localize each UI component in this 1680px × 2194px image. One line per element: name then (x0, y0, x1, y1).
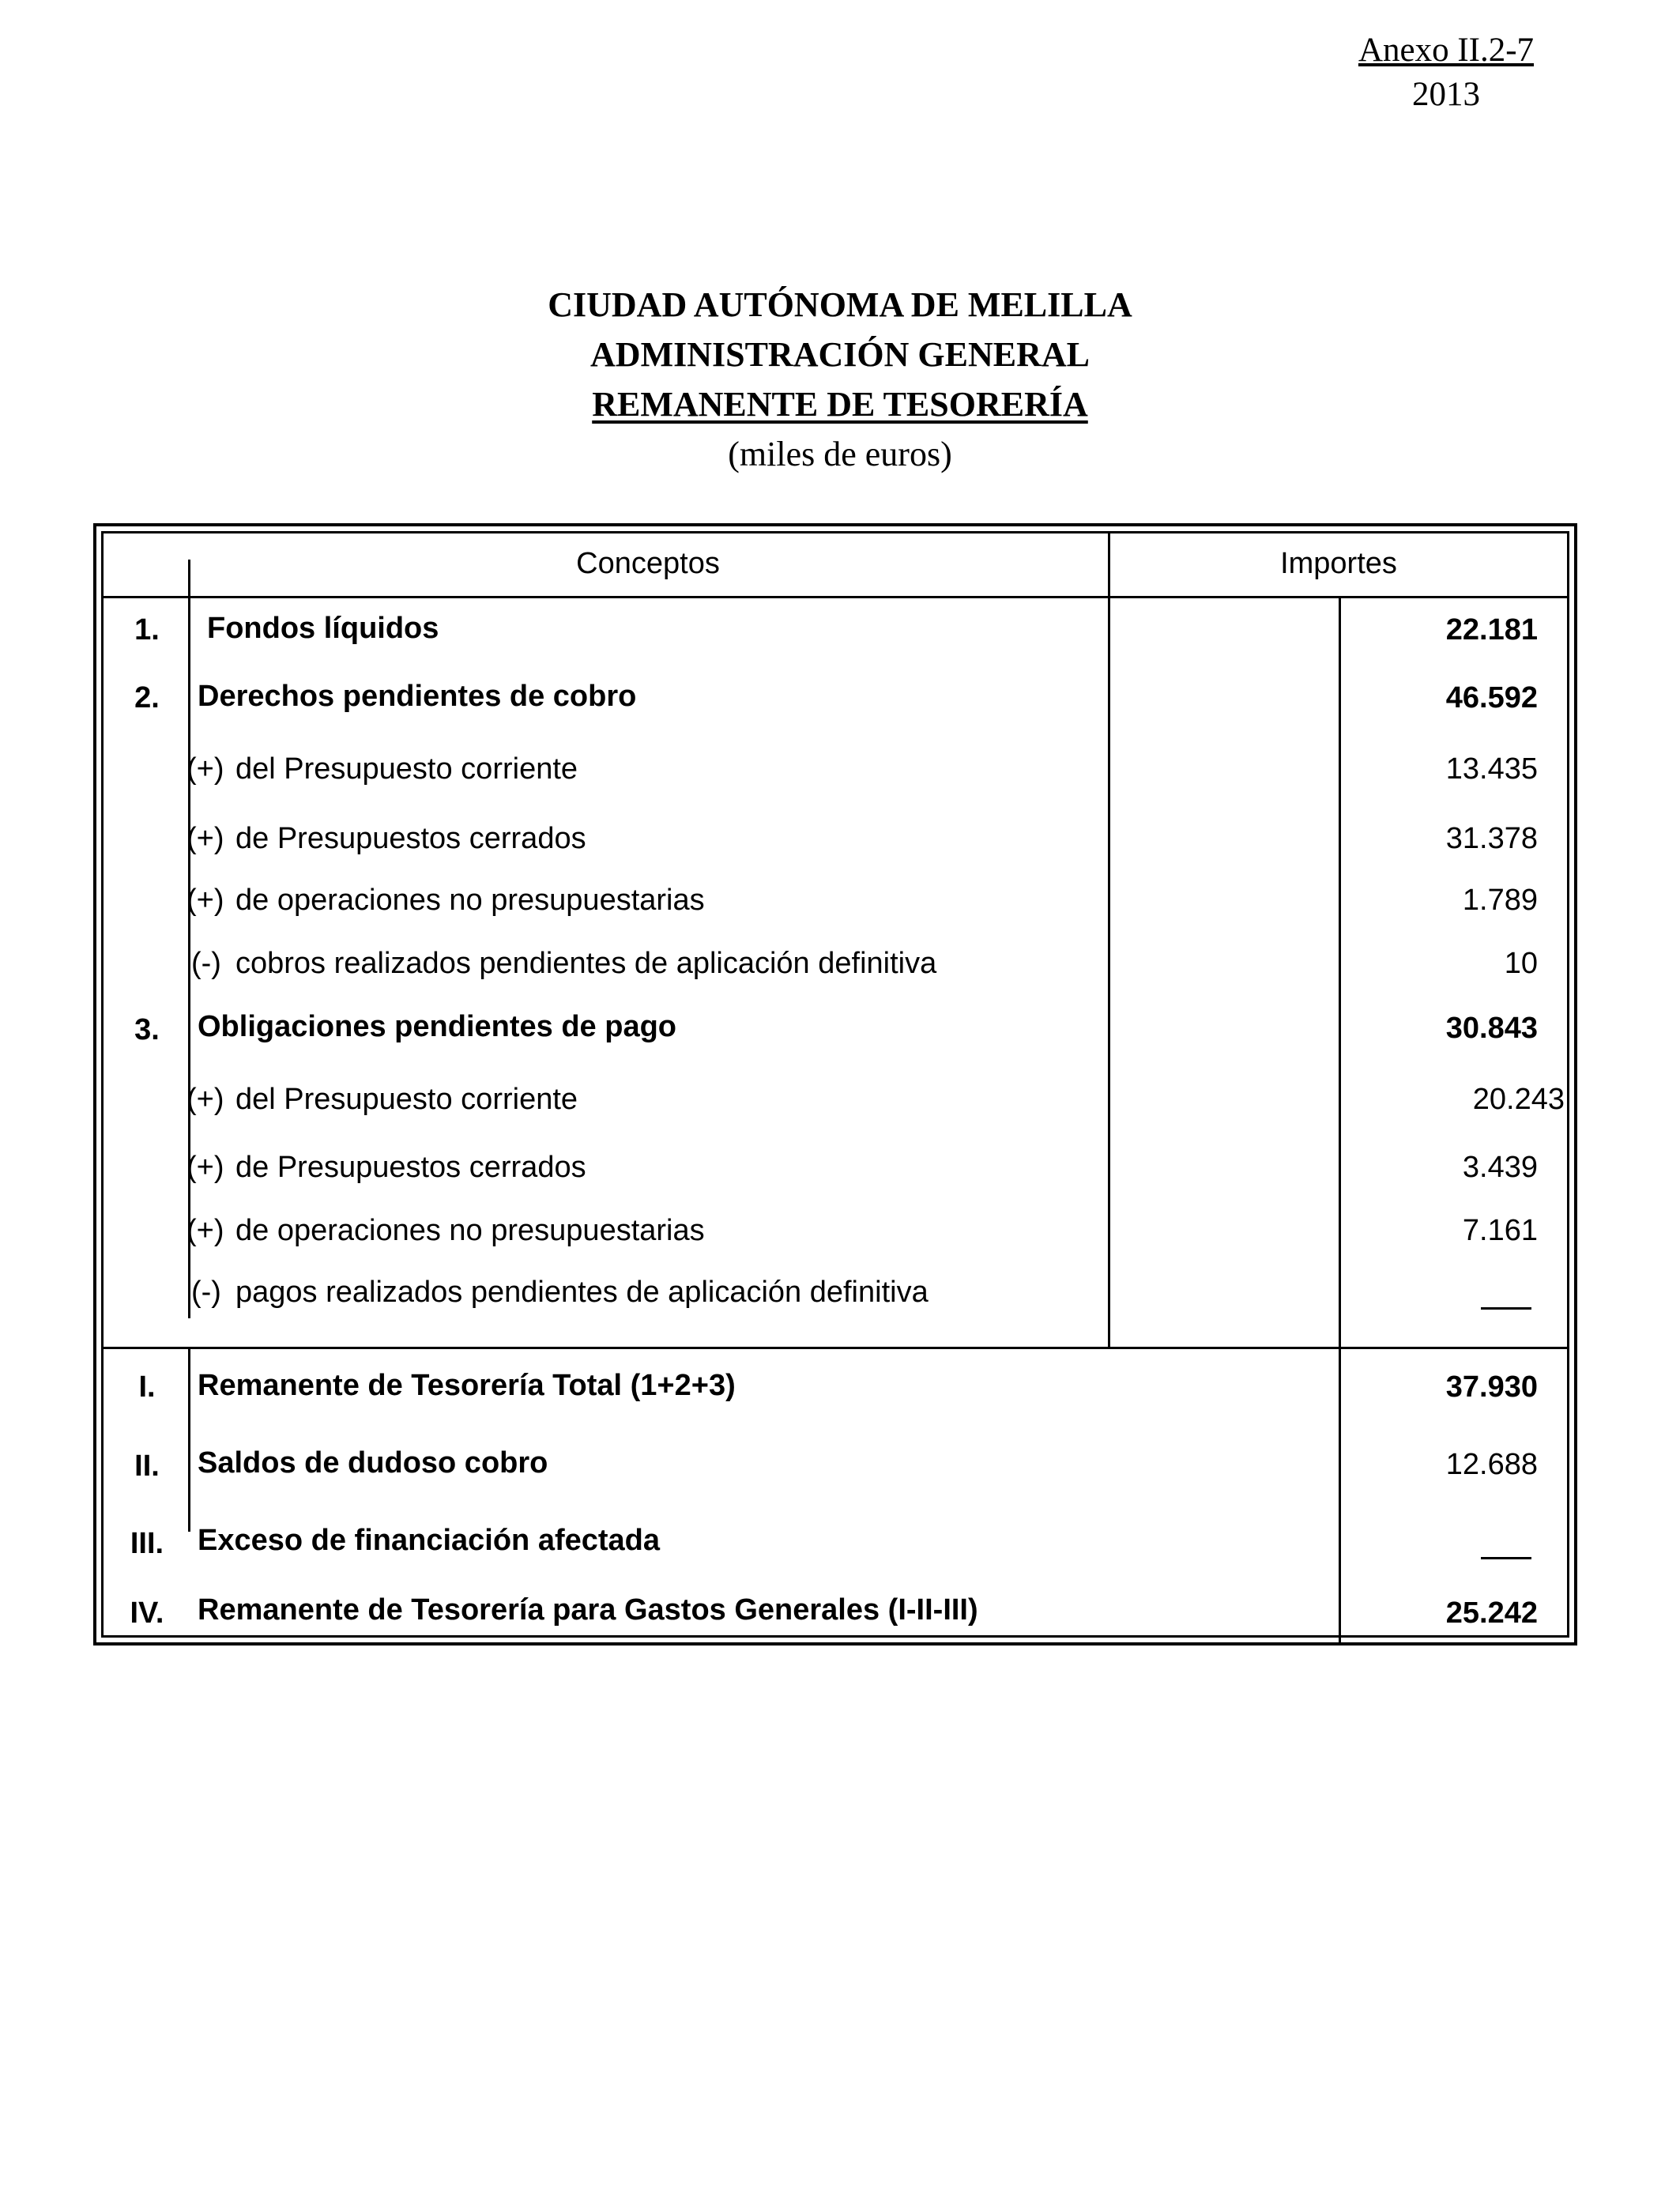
row-value: 3.439 (1462, 1151, 1538, 1184)
empty-value-dash (1481, 1307, 1531, 1310)
row-sign: (+) (186, 822, 224, 855)
header-entity: CIUDAD AUTÓNOMA DE MELILLA (548, 285, 1132, 324)
row-label: Derechos pendientes de cobro (198, 680, 637, 713)
row-label: de Presupuestos cerrados (235, 822, 586, 855)
number-column-divider-top (188, 560, 190, 1318)
row-value: 30.843 (1445, 1012, 1538, 1045)
row-label: del Presupuesto corriente (235, 1083, 578, 1116)
total-label: Exceso de financiación afectada (198, 1524, 661, 1557)
total-label: Remanente de Tesorería Total (1+2+3) (198, 1369, 736, 1402)
row-label: Fondos líquidos (207, 612, 439, 645)
row-value: 7.161 (1462, 1214, 1538, 1247)
row-sign: (+) (186, 1214, 224, 1247)
row-sign: (+) (186, 1151, 224, 1184)
row-value: 22.181 (1445, 613, 1538, 647)
total-label: Saldos de dudoso cobro (198, 1446, 548, 1480)
row-label: de operaciones no presupuestarias (235, 884, 705, 917)
totals-divider (101, 1347, 1569, 1349)
header-title-text: REMANENTE DE TESORERÍA (592, 385, 1088, 424)
row-number: 2. (134, 681, 160, 714)
values-column-divider (1339, 598, 1341, 1646)
row-value: 10 (1504, 947, 1538, 980)
row-value: 20.243 (1472, 1083, 1565, 1116)
row-label: de Presupuestos cerrados (235, 1151, 586, 1184)
row-value: 31.378 (1445, 822, 1538, 855)
column-header-importes: Importes (1280, 547, 1397, 580)
total-label: Remanente de Tesorería para Gastos Generales (I-II-III) (198, 1593, 978, 1627)
total-number: III. (130, 1527, 164, 1560)
row-label: pagos realizados pendientes de aplicación definitiva (235, 1276, 929, 1309)
header-units: (miles de euros) (728, 435, 952, 473)
total-number: II. (134, 1449, 160, 1483)
annex-label: Anexo II.2-7 (1358, 32, 1535, 69)
column-header-conceptos: Conceptos (576, 547, 720, 580)
empty-value-dash (1481, 1557, 1531, 1559)
total-value: 25.242 (1445, 1596, 1538, 1630)
row-sign: (-) (191, 947, 221, 980)
row-sign: (+) (186, 752, 224, 786)
annex-reference (1343, 28, 1549, 117)
row-number: 3. (134, 1013, 160, 1046)
document-header (0, 280, 1680, 479)
row-sign: (+) (186, 884, 224, 917)
row-label: cobros realizados pendientes de aplicación definitiva (235, 947, 937, 980)
row-sign: (+) (186, 1083, 224, 1116)
row-label: de operaciones no presupuestarias (235, 1214, 705, 1247)
annex-year: 2013 (1412, 76, 1480, 113)
total-value: 37.930 (1445, 1370, 1538, 1404)
row-value: 13.435 (1445, 752, 1538, 786)
header-row-divider (101, 596, 1569, 598)
importes-left-divider (1108, 531, 1110, 1348)
total-number: I. (138, 1370, 156, 1404)
row-label: Obligaciones pendientes de pago (198, 1010, 676, 1043)
row-sign: (-) (191, 1276, 221, 1309)
row-number: 1. (134, 613, 160, 647)
total-number: IV. (130, 1596, 164, 1630)
total-value: 12.688 (1445, 1448, 1538, 1481)
header-title (0, 379, 1680, 429)
row-value: 1.789 (1462, 884, 1538, 917)
row-label: del Presupuesto corriente (235, 752, 578, 786)
header-subentity: ADMINISTRACIÓN GENERAL (590, 335, 1090, 374)
row-value: 46.592 (1445, 681, 1538, 714)
